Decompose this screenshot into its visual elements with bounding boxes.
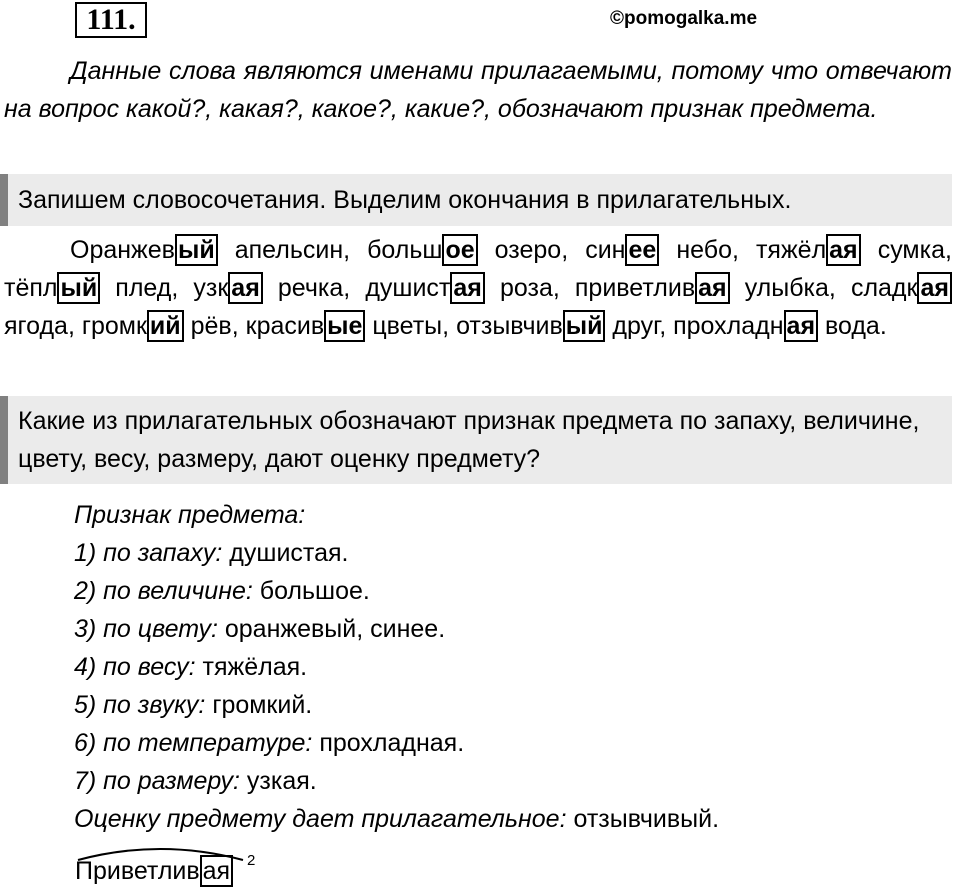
adjective-stem: больш [367,236,443,264]
task-block-2 [0,396,952,484]
noun: рёв [183,312,232,340]
intro-paragraph: Данные слова являются именами прилагаемыми, потому что отвечают на вопрос какой?, какая?, какое?, какие?, обозначают признак предмета. [4,57,952,123]
noun: озеро [477,236,562,264]
adjective-ending: ый [57,272,100,304]
phrase [585,234,756,266]
noun: цветы [365,312,443,340]
adjective-stem: узк [193,274,229,302]
adjective-ending: ая [450,272,485,304]
adjective-ending: ий [147,310,184,342]
answer-item: 4) по весу: тяжёлая. [74,653,308,681]
adjective-ending: ые [324,310,365,342]
adjective-ending: ый [563,310,606,342]
separator: , [171,274,194,302]
adjective-ending: ая [228,272,263,304]
adjective-stem: душист [365,274,451,302]
noun: плед [100,274,172,302]
separator: , [67,312,82,340]
morpheme-ending: ая [200,855,233,887]
adjective-stem: красив [245,312,325,340]
adjective-stem: тёпл [4,274,58,302]
phrase [70,234,367,266]
adjective-stem: прохладн [673,312,784,340]
phrase [193,272,365,304]
task-block-1 [0,174,952,226]
separator: . [879,312,887,340]
morpheme-analysis [75,842,335,892]
adjective-stem: Оранжев [70,236,175,264]
adjective-stem: сладк [850,274,918,302]
phrase [367,234,585,266]
adjective-ending: ая [826,234,861,266]
adjective-ending: ое [442,234,477,266]
adjective-ending: ая [784,310,819,342]
answer-item: 7) по размеру: узкая. [74,767,317,795]
phrase [82,310,246,342]
answer-item: 3) по цвету: оранжевый, синее. [74,615,446,643]
noun: небо [659,236,732,264]
answer-item: 5) по звуку: громкий. [74,691,313,719]
noun: апельсин [217,236,344,264]
adjective-stem: громк [81,312,147,340]
noun: друг [605,312,660,340]
morpheme-word [75,856,233,886]
phrase [756,234,952,266]
noun: улыбка [729,274,829,302]
noun: роза [484,274,553,302]
answer-item: 2) по величине: большое. [74,577,370,605]
adjective-ending: ее [625,234,659,266]
noun: сумка [860,236,945,264]
noun: речка [262,274,344,302]
separator: , [659,312,674,340]
answer-list [74,496,954,838]
adjective-stem: отзывчив [456,312,563,340]
phrase [673,310,887,342]
phrase [4,272,193,304]
separator: , [828,274,851,302]
phrase [456,310,673,342]
phrase [575,272,851,304]
answer-heading: Признак предмета: [74,501,306,529]
evaluation-line: Оценку предмету дает прилагательное: отзывчивый. [74,805,720,833]
separator: , [343,274,366,302]
adjective-ending: ая [917,272,952,304]
task-2-text: Какие из прилагательных обозначают признак предмета по запаху, величине, цвету, весу, размеру, дают оценку предмету? [18,407,920,473]
separator: , [561,236,586,264]
adjective-stem: син [585,236,626,264]
separator: , [945,236,952,264]
separator: , [552,274,575,302]
noun: вода [818,312,880,340]
answer-item: 1) по запаху: душистая. [74,539,349,567]
adjective-stem: приветлив [574,274,696,302]
adjective-ending: ый [175,234,218,266]
phrase [365,272,575,304]
exercise-number: 111. [75,2,147,38]
task-1-text: Запишем словосочетания. Выделим окончания в прилагательных. [18,186,792,214]
phrase [246,310,456,342]
adjective-ending: ая [695,272,730,304]
watermark: ©pomogalka.me [610,8,758,29]
separator: , [731,236,756,264]
answer-item: 6) по температуре: прохладная. [74,729,465,757]
separator: , [231,312,246,340]
morpheme-stem: Приветлив [75,857,200,885]
separator: , [343,236,368,264]
adjective-stem: тяжёл [755,236,827,264]
phrases-paragraph [4,231,952,345]
separator: , [442,312,457,340]
noun: ягода [4,312,68,340]
morpheme-superscript: 2 [247,852,256,869]
